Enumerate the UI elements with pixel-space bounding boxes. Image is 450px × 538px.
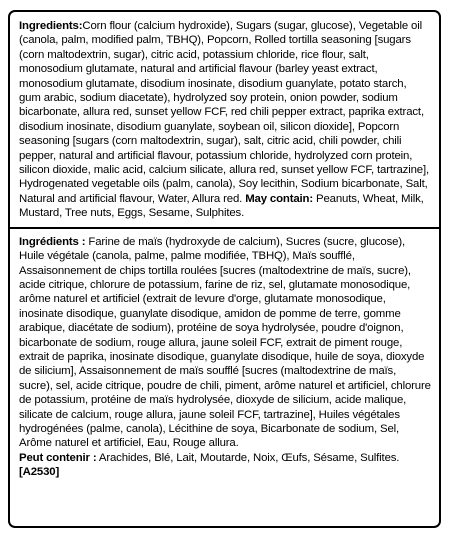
english-heading: Ingredients: [19, 20, 83, 32]
english-allergen-list: Peanuts, Wheat, Milk, Mustard, Tree nuts, Eggs, Sesame, Sulphites. [19, 192, 424, 220]
language-divider [10, 227, 439, 229]
french-panel [19, 235, 431, 480]
french-ingredients [19, 235, 431, 466]
english-panel [19, 19, 431, 221]
french-allergen-list: Arachides, Blé, Lait, Moutarde, Noix, Œufs, Sésame, Sulfites. [96, 451, 400, 464]
ingredients-label [8, 10, 441, 528]
english-ingredient-list: Corn flour (calcium hydroxide), Sugars (sugar, glucose), Vegetable oil (canola, palm, modified palm, TBHQ), Popcorn, Rolled tortilla seasoning [sugars (corn maltodextrin, sugar), citric acid, potassium chloride, rice flour, salt, monosodium glutamate, natural and artificial flavour (barley yeast extract, monosodium glutamate, disodium inosinate, disodium guanylate, potato starch, gum arabic, sodium diacetate), hydrolyzed soy protein, onion powder, sodium bicarbonate, allura red, sunset yellow FCF, red chili pepper extract, paprika extract, disodium inosinate, disodium guanylate, soybean oil, silicon dioxide], Popcorn seasoning [sugars (corn maltodextrin, sugar), salt, citric acid, chili powder, chili pepper, natural and artificial flavour, potassium chloride, hydrolyzed corn protein, silicon dioxide, malic acid, calcium silicate, allura red, sunset yellow FCF, tartrazine], Hydrogenated vegetable oils (palm, canola), Soy lecithin, Sodium bicarbonate, Salt, Natural and artificial flavour, Water, Allura red. [19, 20, 430, 205]
product-code: [A2530] [19, 466, 60, 479]
french-heading: Ingrédients : [19, 235, 86, 248]
english-ingredients [19, 19, 431, 221]
french-ingredient-list: Farine de maïs (hydroxyde de calcium), Sucres (sucre, glucose), Huile végétale (canola, palme, palme modifiée, TBHQ), Maïs soufflé, Assaisonnement de chips tortilla roulées [sucres (maltodextrine de maïs, sucre), acide citrique, chlorure de potassium, farine de riz, sel, glutamate monosodique, arôme naturel et artificiel (extrait de levure d'orge, glutamate monosodique, inosinate disodique, guanylate disodique, amidon de pomme de terre, gomme arabique, diacétate de sodium), protéine de soya hydrolysée, poudre d'oignon, bicarbonate de sodium, rouge allura, jaune soleil FCF, extrait de piment rouge, extrait de paprika, inosinate disodique, guanylate disodique, huile de soya, dioxyde de silicium], Assaisonnement de maïs soufflé [sucres (maltodextrine de maïs, sucre), sel, acide citrique, poudre de chili, piment, arôme naturel et artificiel, chlorure de potassium, protéine de maïs hydrolysée, dioxyde de silicium, acide malique, silicate de calcium, rouge allura, jaune soleil FCF, tartrazine], Huiles végétales hydrogénées (palme, canola), Lécithine de soya, Bicarbonate de sodium, Sel, Arôme naturel et artificiel, Eau, Rouge allura. [19, 235, 431, 450]
french-may-contain-label: Peut contenir : [19, 451, 97, 464]
english-may-contain-label: May contain: [245, 192, 314, 205]
